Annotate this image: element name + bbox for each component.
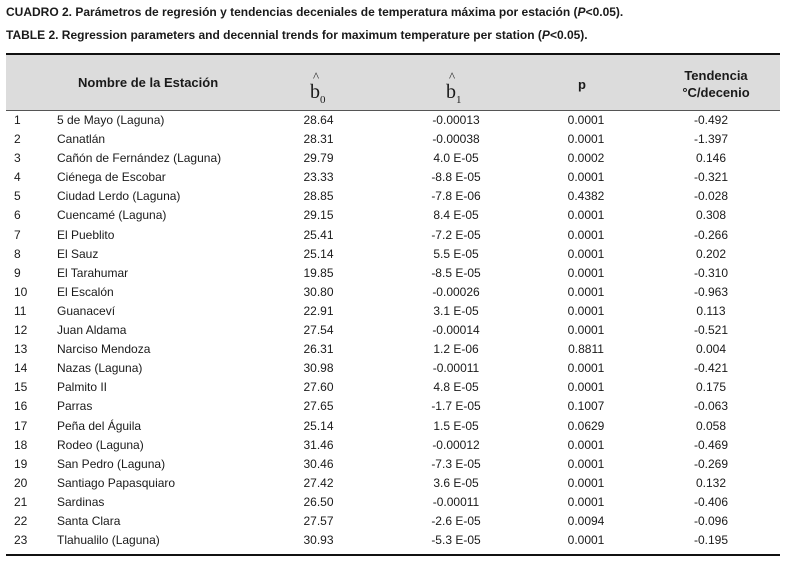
row-station-name: Cañón de Fernández (Laguna) <box>57 151 222 166</box>
row-trend: -0.269 <box>693 456 729 471</box>
row-b0: 28.64 <box>303 113 334 127</box>
header-trend-line1: Tendencia <box>684 68 748 83</box>
row-station-name: Juan Aldama <box>57 323 127 338</box>
row-station-name: Rodeo (Laguna) <box>57 437 144 452</box>
row-index: 14 <box>14 361 28 376</box>
row-station-name: Peña del Águila <box>57 418 142 433</box>
header-p: p <box>578 77 586 92</box>
row-station-name: El Tarahumar <box>57 265 129 280</box>
table-row <box>6 226 780 245</box>
table-row <box>6 264 780 283</box>
row-b0: 30.80 <box>303 284 334 299</box>
row-p-value: 0.0001 <box>567 475 605 490</box>
row-p-value: 0.0001 <box>567 303 605 318</box>
row-b1: -0.00014 <box>432 323 480 338</box>
table-row <box>6 187 780 206</box>
row-index: 23 <box>14 533 28 548</box>
table-row <box>6 417 780 436</box>
row-b1: -7.8 E-06 <box>431 189 481 204</box>
row-b0: 25.41 <box>303 227 334 242</box>
header-b1-hat: ^ <box>449 69 456 84</box>
row-trend: 0.175 <box>695 380 727 395</box>
row-index: 6 <box>14 208 21 223</box>
row-p-value: 0.0001 <box>567 494 605 509</box>
header-b0-hat: ^ <box>313 69 320 84</box>
row-trend: -0.096 <box>693 513 729 528</box>
row-b1: 4.8 E-05 <box>433 380 479 395</box>
row-b1: 1.5 E-05 <box>433 418 479 433</box>
row-index: 21 <box>14 494 28 509</box>
row-p-value: 0.0001 <box>567 132 605 147</box>
row-trend: -1.397 <box>693 132 729 147</box>
row-index: 17 <box>14 418 28 433</box>
row-b1: -8.8 E-05 <box>431 170 481 185</box>
header-b1-sub: 1 <box>456 94 462 106</box>
row-b1: -0.00013 <box>432 113 480 127</box>
table-row <box>6 168 780 187</box>
caption-es-p: P <box>577 5 586 19</box>
table-row <box>6 436 780 455</box>
row-station-name: Sardinas <box>57 494 105 509</box>
row-b1: -0.00012 <box>432 437 480 452</box>
row-b0: 27.60 <box>303 380 334 395</box>
row-trend: 0.146 <box>695 151 727 166</box>
table-row <box>6 455 780 474</box>
row-index: 16 <box>14 399 28 414</box>
row-b0: 30.46 <box>303 456 334 471</box>
row-b1: 3.6 E-05 <box>433 475 479 490</box>
row-trend: -0.521 <box>693 323 729 338</box>
caption-english <box>6 28 588 42</box>
row-b1: -0.00026 <box>432 284 480 299</box>
row-p-value: 0.8811 <box>568 342 604 357</box>
row-p-value: 0.0001 <box>567 170 605 185</box>
row-station-name: Tlahualilo (Laguna) <box>57 533 160 548</box>
row-index: 20 <box>14 475 28 490</box>
row-p-value: 0.0001 <box>567 380 605 395</box>
caption-en-p: P <box>541 28 550 42</box>
row-b0: 29.15 <box>303 208 334 223</box>
row-b1: 3.1 E-05 <box>433 303 479 318</box>
row-trend: 0.113 <box>696 303 726 318</box>
row-b1: -8.5 E-05 <box>431 265 481 280</box>
row-p-value: 0.0629 <box>567 418 605 433</box>
caption-spanish <box>6 5 623 19</box>
row-p-value: 0.0001 <box>567 208 605 223</box>
row-index: 11 <box>14 303 27 318</box>
header-b1-symbol: b <box>446 81 456 103</box>
row-b0: 29.79 <box>303 151 334 166</box>
row-index: 10 <box>14 284 28 299</box>
row-index: 9 <box>14 265 21 280</box>
row-station-name: Palmito II <box>57 380 108 395</box>
row-b1: 5.5 E-05 <box>433 246 479 261</box>
row-p-value: 0.0001 <box>567 533 605 548</box>
table-row <box>6 397 780 416</box>
row-b0: 27.65 <box>303 399 334 414</box>
row-station-name: Cuencamé (Laguna) <box>57 208 167 223</box>
row-b1: -7.2 E-05 <box>431 227 481 242</box>
row-index: 12 <box>14 323 28 338</box>
row-b0: 23.33 <box>303 170 334 185</box>
row-b0: 30.98 <box>303 361 334 376</box>
row-index: 7 <box>14 227 21 242</box>
caption-es-suffix: <0.05). <box>585 5 624 19</box>
row-index: 1 <box>14 113 21 127</box>
table-header <box>6 55 780 110</box>
row-b0: 30.93 <box>303 533 334 548</box>
row-index: 22 <box>14 513 28 528</box>
row-b1: -1.7 E-05 <box>431 399 481 414</box>
row-p-value: 0.1007 <box>567 399 605 414</box>
row-trend: 0.202 <box>695 246 727 261</box>
header-trend-line2: °C/decenio <box>682 85 750 100</box>
row-b0: 25.14 <box>303 246 334 261</box>
row-trend: -0.406 <box>693 494 729 509</box>
row-station-name: El Escalón <box>57 284 114 299</box>
row-p-value: 0.0001 <box>567 361 605 376</box>
row-index: 3 <box>14 151 21 166</box>
table-body <box>6 111 780 550</box>
row-station-name: El Pueblito <box>57 227 115 242</box>
row-index: 15 <box>14 380 28 395</box>
row-b0: 26.50 <box>303 494 334 509</box>
table-row <box>6 493 780 512</box>
table-row <box>6 302 780 321</box>
header-b0 <box>310 69 326 106</box>
row-b0: 26.31 <box>303 342 334 357</box>
row-b0: 31.46 <box>303 437 334 452</box>
row-station-name: Ciénega de Escobar <box>57 170 166 185</box>
row-trend: -0.492 <box>693 113 729 127</box>
table-row <box>6 531 780 550</box>
row-b1: -7.3 E-05 <box>431 456 481 471</box>
row-p-value: 0.0001 <box>567 284 605 299</box>
row-b0: 22.91 <box>303 303 334 318</box>
row-b0: 27.54 <box>303 323 334 338</box>
row-station-name: San Pedro (Laguna) <box>57 456 166 471</box>
row-b1: -0.00011 <box>432 361 480 376</box>
row-station-name: Santiago Papasquiaro <box>57 475 176 490</box>
row-index: 5 <box>14 189 21 204</box>
caption-en-prefix: TABLE 2. Regression parameters and decennial trends for maximum temperature per station ( <box>6 28 542 42</box>
row-p-value: 0.0001 <box>567 265 605 280</box>
table-row <box>6 474 780 493</box>
row-trend: -0.421 <box>693 361 729 376</box>
row-p-value: 0.0001 <box>567 323 605 338</box>
row-p-value: 0.0094 <box>567 513 605 528</box>
row-b1: 4.0 E-05 <box>433 151 479 166</box>
row-b1: -0.00011 <box>432 494 480 509</box>
table-row <box>6 359 780 378</box>
table-row <box>6 130 780 149</box>
row-station-name: Canatlán <box>57 132 106 147</box>
caption-en-suffix: <0.05). <box>549 28 588 42</box>
table-row <box>6 149 780 168</box>
table-row <box>6 245 780 264</box>
row-p-value: 0.0001 <box>567 456 605 471</box>
table-row <box>6 111 780 130</box>
row-b1: 1.2 E-06 <box>433 342 479 357</box>
row-trend: -0.063 <box>693 399 729 414</box>
row-index: 4 <box>14 170 21 185</box>
row-b1: -0.00038 <box>432 132 480 147</box>
header-b0-symbol: b <box>310 81 320 103</box>
table-row <box>6 206 780 225</box>
table-row <box>6 340 780 359</box>
row-p-value: 0.0001 <box>567 246 605 261</box>
row-trend: 0.132 <box>695 475 727 490</box>
row-trend: -0.028 <box>693 189 729 204</box>
row-index: 19 <box>14 456 28 471</box>
caption-es-prefix: CUADRO 2. Parámetros de regresión y tendencias deceniales de temperatura máxima por estación ( <box>6 5 578 19</box>
row-index: 13 <box>14 342 28 357</box>
table-row <box>6 321 780 340</box>
row-station-name: El Sauz <box>57 246 99 261</box>
row-trend: -0.266 <box>693 227 729 242</box>
row-p-value: 0.0002 <box>567 151 605 166</box>
row-trend: 0.004 <box>695 342 727 357</box>
row-p-value: 0.0001 <box>567 113 605 127</box>
row-b0: 28.85 <box>303 189 334 204</box>
row-trend: -0.469 <box>693 437 729 452</box>
row-p-value: 0.4382 <box>567 189 605 204</box>
row-b1: 8.4 E-05 <box>433 208 479 223</box>
table-row <box>6 283 780 302</box>
header-station-name: Nombre de la Estación <box>78 75 219 90</box>
row-b0: 19.85 <box>303 265 334 280</box>
row-p-value: 0.0001 <box>567 227 605 242</box>
row-trend: -0.321 <box>693 170 729 185</box>
row-station-name: Narciso Mendoza <box>57 342 151 357</box>
row-station-name: Santa Clara <box>57 513 121 528</box>
row-station-name: Nazas (Laguna) <box>57 361 143 376</box>
row-index: 2 <box>14 132 21 147</box>
row-b1: -2.6 E-05 <box>431 513 481 528</box>
row-station-name: 5 de Mayo (Laguna) <box>57 113 165 127</box>
row-b0: 27.42 <box>303 475 334 490</box>
table-row <box>6 512 780 531</box>
regression-table <box>6 53 780 556</box>
row-index: 8 <box>14 246 21 261</box>
row-trend: -0.963 <box>693 284 729 299</box>
row-trend: -0.195 <box>693 533 729 548</box>
header-b1 <box>446 69 462 106</box>
row-b1: -5.3 E-05 <box>431 533 481 548</box>
row-trend: -0.310 <box>693 265 729 280</box>
row-station-name: Parras <box>57 399 93 414</box>
row-b0: 27.57 <box>303 513 334 528</box>
row-trend: 0.058 <box>695 418 727 433</box>
row-b0: 28.31 <box>303 132 334 147</box>
table-bottom-rule <box>6 554 780 556</box>
table-row <box>6 378 780 397</box>
row-b0: 25.14 <box>303 418 334 433</box>
header-b0-sub: 0 <box>320 94 326 106</box>
row-station-name: Ciudad Lerdo (Laguna) <box>57 189 181 204</box>
row-p-value: 0.0001 <box>567 437 605 452</box>
header-trend <box>666 67 766 101</box>
row-station-name: Guanaceví <box>57 303 116 318</box>
row-trend: 0.308 <box>695 208 727 223</box>
row-index: 18 <box>14 437 28 452</box>
